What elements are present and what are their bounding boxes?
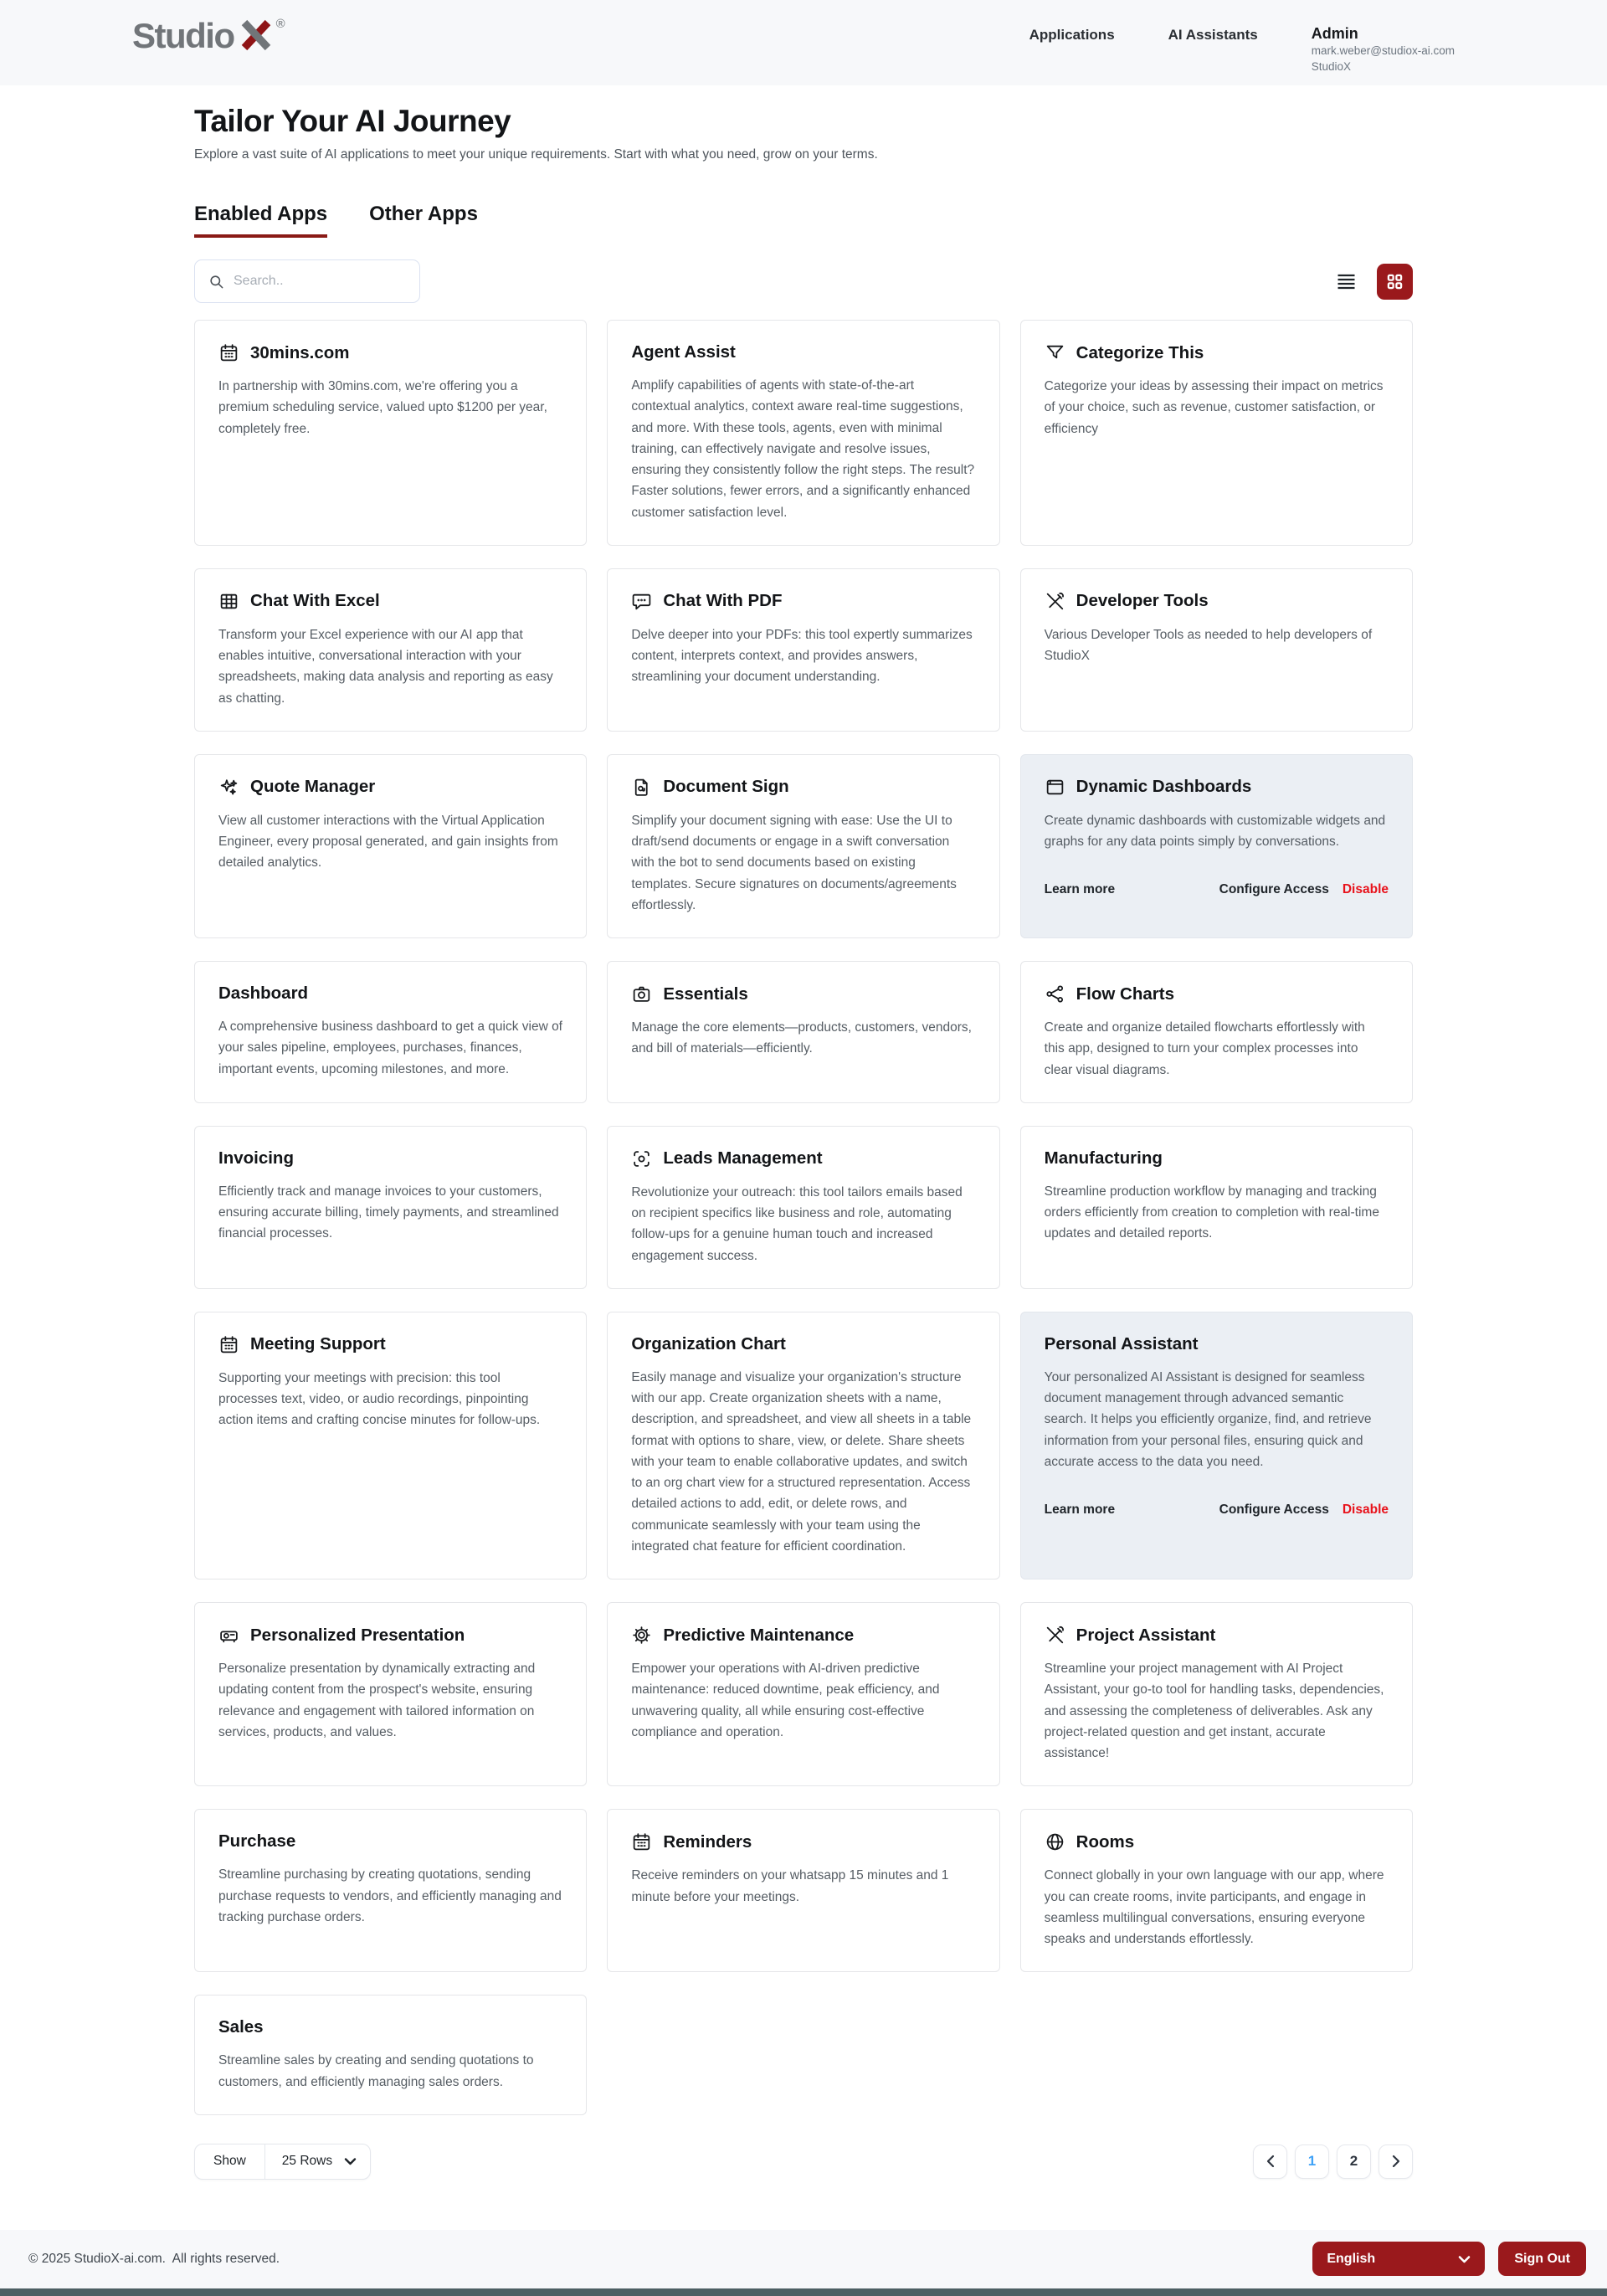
app-title: Meeting Support	[250, 1334, 386, 1354]
chevron-down-icon	[1458, 2255, 1471, 2263]
language-select[interactable]	[1312, 2242, 1485, 2276]
app-title: Agent Assist	[631, 342, 736, 362]
nav-ai-assistants[interactable]: AI Assistants	[1168, 27, 1258, 43]
page-title: Tailor Your AI Journey	[194, 104, 511, 138]
app-card[interactable]	[607, 1809, 999, 1972]
app-description: Various Developer Tools as needed to help developers of StudioX	[1044, 627, 1373, 663]
grid-footer	[194, 2144, 1413, 2180]
app-card-header	[631, 342, 975, 362]
app-card-header	[218, 2017, 562, 2037]
app-card[interactable]	[1020, 1312, 1413, 1579]
app-title: Organization Chart	[631, 1333, 786, 1353]
tab-enabled-apps[interactable]: Enabled Apps	[194, 203, 327, 238]
app-card[interactable]	[194, 568, 587, 732]
app-card[interactable]	[1020, 1602, 1413, 1786]
app-title: Quote Manager	[250, 777, 376, 797]
document-sign-icon	[631, 777, 652, 798]
dashboard-window-icon	[1045, 777, 1065, 798]
chevron-left-icon	[1266, 2155, 1275, 2168]
app-description: Revolutionize your outreach: this tool tailors emails based on recipient specifics like business and role, automating follow-ups for a genuine human touch and increased engagement success.	[631, 1184, 963, 1263]
footer-actions	[1312, 2242, 1586, 2276]
view-toggles	[1332, 264, 1413, 300]
rows-value: 25 Rows	[281, 2154, 333, 2169]
app-card[interactable]	[194, 961, 587, 1103]
app-title: Dynamic Dashboards	[1076, 777, 1252, 797]
app-title: Reminders	[663, 1831, 752, 1852]
app-card[interactable]	[194, 1995, 587, 2115]
app-description: Manage the core elements—products, customers, vendors, and bill of materials—efficiently.	[631, 1020, 972, 1056]
search-input[interactable]	[234, 274, 406, 289]
app-card[interactable]	[607, 1312, 999, 1579]
app-card[interactable]	[194, 320, 587, 546]
flow-share-icon	[1045, 984, 1065, 1004]
grid-view-icon	[1387, 274, 1403, 290]
app-card-header	[631, 1148, 975, 1169]
apps-toolbar	[194, 259, 1413, 303]
configure-access-link[interactable]: Configure Access	[1219, 1502, 1329, 1517]
focus-target-icon	[631, 1148, 652, 1169]
app-title: Sales	[218, 2017, 264, 2037]
language-value: English	[1327, 2251, 1376, 2266]
apps-grid	[194, 320, 1413, 2115]
app-description: Streamline purchasing by creating quotations, sending purchase requests to vendors, and efficiently managing and tracking purchase orders.	[218, 1867, 562, 1924]
learn-more-link[interactable]: Learn more	[1044, 882, 1116, 897]
app-title: 30mins.com	[250, 342, 350, 362]
app-card-header	[631, 1831, 975, 1852]
app-description: View all customer interactions with the Virtual Application Engineer, every proposal generated, and gain insights from detailed analytics.	[218, 813, 558, 871]
app-card[interactable]	[194, 1809, 587, 1972]
app-title: Chat With PDF	[663, 591, 783, 611]
app-card-actions-right	[1219, 882, 1389, 897]
app-card[interactable]	[607, 754, 999, 938]
app-title: Personal Assistant	[1044, 1333, 1199, 1353]
app-card[interactable]	[1020, 568, 1413, 732]
app-description: Streamline your project management with AI Project Assistant, your go-to tool for handling tasks, dependencies, and assessing the completeness of deliverables. Ask any project-related question and get instant, accurate assistance!	[1044, 1662, 1384, 1760]
studiox-logo[interactable]	[132, 18, 285, 54]
app-card[interactable]	[607, 568, 999, 732]
tab-other-apps[interactable]: Other Apps	[369, 203, 478, 225]
user-org: StudioX	[1311, 59, 1352, 73]
app-card[interactable]	[194, 1312, 587, 1579]
search-box[interactable]	[194, 259, 420, 303]
app-description: Categorize your ideas by assessing their impact on metrics of your choice, such as revenue, customer satisfaction, or efficiency	[1044, 379, 1384, 436]
app-card-header	[1045, 591, 1389, 612]
user-email: mark.weber@studiox-ai.com	[1311, 44, 1455, 58]
app-card-header	[1045, 777, 1389, 798]
app-card[interactable]	[607, 320, 999, 546]
app-description: Easily manage and visualize your organization's structure with our app. Create organization sheets with a name, description, and spreadsheet, and view all sheets in a table format with options to share, view, or delete. Share sheets with your team to enable collaborative updates, and switch to an org chart view for a structured representation. Access detailed actions to add, edit, or delete rows, and communicate seamlessly with your team using the integrated chat feature for efficient coordination.	[631, 1369, 972, 1554]
page-footer	[0, 2230, 1607, 2288]
app-card-header	[218, 1148, 562, 1169]
app-description: Create dynamic dashboards with customizable widgets and graphs for any data points simply by conversations.	[1044, 813, 1386, 849]
registered-mark: ®	[275, 17, 285, 31]
tools-icon	[1045, 591, 1065, 612]
next-page-button[interactable]	[1379, 2144, 1413, 2179]
user-role: Admin	[1311, 25, 1358, 42]
list-view-icon	[1336, 272, 1357, 290]
app-title: Dashboard	[218, 984, 309, 1003]
app-card-header	[1045, 984, 1389, 1004]
app-card-header	[218, 984, 562, 1004]
spreadsheet-icon	[218, 591, 239, 612]
app-card-header	[631, 591, 975, 612]
app-card-header	[1045, 1334, 1389, 1354]
pagination-pages	[1295, 2144, 1371, 2179]
rows-per-page-select[interactable]	[194, 2144, 371, 2180]
grid-view-button[interactable]	[1377, 264, 1413, 300]
app-card-header	[631, 1625, 975, 1646]
logo-x-icon	[238, 18, 275, 52]
calendar-icon	[218, 1334, 239, 1355]
app-card[interactable]	[1020, 754, 1413, 938]
app-card-actions-right	[1219, 1502, 1389, 1518]
app-description: Receive reminders on your whatsapp 15 minutes and 1 minute before your meetings.	[631, 1868, 949, 1904]
app-title: Leads Management	[663, 1148, 823, 1169]
app-description: Empower your operations with AI-driven predictive maintenance: reduced downtime, peak efficiency, and unwavering quality, all while ensuring cost-effective compliance and operation.	[631, 1662, 940, 1739]
app-card-header	[218, 591, 562, 612]
app-title: Flow Charts	[1076, 984, 1174, 1004]
gear-icon	[631, 1625, 652, 1646]
app-card-header	[631, 984, 975, 1004]
top-header	[0, 0, 1607, 85]
footer-accent-bar	[0, 2288, 1607, 2296]
calendar-icon	[218, 342, 239, 363]
app-card[interactable]	[194, 1126, 587, 1289]
app-description: In partnership with 30mins.com, we're offering you a premium scheduling service, valued upto $1200 per year, completely free.	[218, 379, 547, 436]
app-description: Streamline sales by creating and sending quotations to customers, and efficiently managing sales orders.	[218, 2053, 534, 2089]
app-description: Supporting your meetings with precision: this tool processes text, video, or audio recordings, pinpointing action items and crafting concise minutes for follow-ups.	[218, 1370, 541, 1428]
app-description: Simplify your document signing with ease: Use the UI to draft/send documents or engage in a swift conversation with the bot to send documents based on existing templates. Secure signatures on documents/agreements effortlessly.	[631, 813, 957, 912]
app-description: A comprehensive business dashboard to get a quick view of your sales pipeline, employees, purchases, finances, important events, upcoming milestones, and more.	[218, 1020, 562, 1076]
calendar-icon	[631, 1831, 652, 1852]
chevron-down-icon	[344, 2157, 357, 2165]
app-title: Chat With Excel	[250, 591, 380, 611]
app-title: Manufacturing	[1044, 1148, 1163, 1168]
configure-access-link[interactable]: Configure Access	[1219, 882, 1329, 897]
app-title: Project Assistant	[1076, 1625, 1216, 1645]
app-description: Amplify capabilities of agents with state-of-the-art contextual analytics, context aware real-time suggestions, and more. With these tools, agents, even with minimal training, can effectively navigate and resolve issues, ensuring they consistently follow the right steps. The result? Faster solutions, fewer errors, and a significantly enhanced customer satisfaction level.	[631, 378, 975, 520]
app-description: Efficiently track and manage invoices to your customers, ensuring accurate billing, timely payments, and streamlined financial processes.	[218, 1184, 559, 1241]
pagination	[1253, 2144, 1413, 2179]
main-content	[194, 104, 1413, 2230]
sparkles-icon	[218, 777, 239, 798]
app-title: Essentials	[663, 984, 748, 1004]
app-card-header	[218, 1334, 562, 1355]
app-card[interactable]	[607, 1126, 999, 1289]
app-card-header	[218, 342, 562, 363]
sign-out-button[interactable]: Sign Out	[1498, 2242, 1586, 2276]
projector-icon	[218, 1625, 239, 1646]
app-card-header	[218, 1625, 562, 1646]
tools-icon	[1045, 1625, 1065, 1646]
globe-icon	[1045, 1831, 1065, 1852]
app-title: Document Sign	[663, 777, 789, 797]
app-card[interactable]	[1020, 320, 1413, 546]
page-button-1[interactable]: 1	[1295, 2144, 1329, 2179]
app-description: Your personalized AI Assistant is designed for seamless document management through advanced semantic search. It helps you efficiently organize, find, and retrieve information from your personal files, ensuring quick and accurate access to the data you need.	[1044, 1369, 1372, 1469]
app-card-header	[1045, 1625, 1389, 1646]
app-title: Predictive Maintenance	[663, 1625, 855, 1645]
app-card-actions	[1045, 882, 1389, 897]
copyright-text: © 2025 StudioX-ai.com. All rights reserved.	[28, 2251, 280, 2266]
header-nav	[1029, 18, 1455, 74]
search-icon	[208, 274, 224, 290]
app-card[interactable]	[607, 1602, 999, 1786]
rows-show-label: Show	[213, 2154, 246, 2169]
user-menu[interactable]	[1312, 23, 1455, 74]
app-description: Connect globally in your own language with our app, where you can create rooms, invite participants, and engage in seamless multilingual conversations, ensuring everyone speaks and understands effortlessly.	[1044, 1868, 1384, 1946]
app-card[interactable]	[1020, 961, 1413, 1103]
app-card-header	[1045, 1148, 1389, 1169]
app-description: Delve deeper into your PDFs: this tool expertly summarizes content, interprets context, and provides answers, streamlining your document understanding.	[631, 627, 973, 685]
app-card[interactable]	[1020, 1809, 1413, 1972]
app-title: Personalized Presentation	[250, 1625, 465, 1645]
disable-link[interactable]: Disable	[1342, 1502, 1389, 1517]
app-card-header	[218, 1831, 562, 1852]
app-card[interactable]	[607, 961, 999, 1103]
app-card-header	[631, 777, 975, 798]
app-card-actions	[1045, 1502, 1389, 1518]
app-description: Transform your Excel experience with our AI app that enables intuitive, conversational interaction with your spreadsheets, making data analysis and reporting as easy as chatting.	[218, 627, 553, 706]
app-card-header	[218, 777, 562, 798]
app-title: Invoicing	[218, 1148, 294, 1168]
previous-page-button[interactable]	[1253, 2144, 1287, 2179]
app-card[interactable]	[194, 1602, 587, 1786]
app-card[interactable]	[194, 754, 587, 938]
page-subtitle: Explore a vast suite of AI applications to meet your unique requirements. Start with what you need, grow on your terms.	[194, 147, 878, 162]
app-title: Developer Tools	[1076, 591, 1209, 611]
funnel-icon	[1045, 342, 1065, 363]
app-card-header	[631, 1334, 975, 1354]
app-card-header	[1045, 342, 1389, 363]
nav-applications[interactable]: Applications	[1029, 27, 1115, 43]
app-card[interactable]	[1020, 1126, 1413, 1289]
logo-text-studio: Studio	[132, 16, 234, 55]
app-title: Rooms	[1076, 1831, 1135, 1852]
camera-icon	[631, 984, 652, 1004]
app-card-header	[1045, 1831, 1389, 1852]
learn-more-link[interactable]: Learn more	[1044, 1502, 1116, 1517]
chat-bubble-icon	[631, 591, 652, 612]
app-description: Personalize presentation by dynamically extracting and updating content from the prospect's website, ensuring relevance and engagement with tailored information on services, products, and values.	[218, 1662, 536, 1739]
app-title: Categorize This	[1076, 342, 1204, 362]
app-description: Streamline production workflow by managing and tracking orders efficiently from creation to completion with real-time updates and detailed reports.	[1044, 1184, 1379, 1241]
app-title: Purchase	[218, 1831, 296, 1852]
app-description: Create and organize detailed flowcharts effortlessly with this app, designed to turn your complex processes into clear visual diagrams.	[1044, 1020, 1365, 1077]
chevron-right-icon	[1392, 2155, 1400, 2168]
apps-tabs	[194, 203, 1413, 238]
list-view-button[interactable]	[1332, 269, 1360, 294]
page-button-2[interactable]: 2	[1337, 2144, 1371, 2179]
disable-link[interactable]: Disable	[1342, 882, 1389, 897]
